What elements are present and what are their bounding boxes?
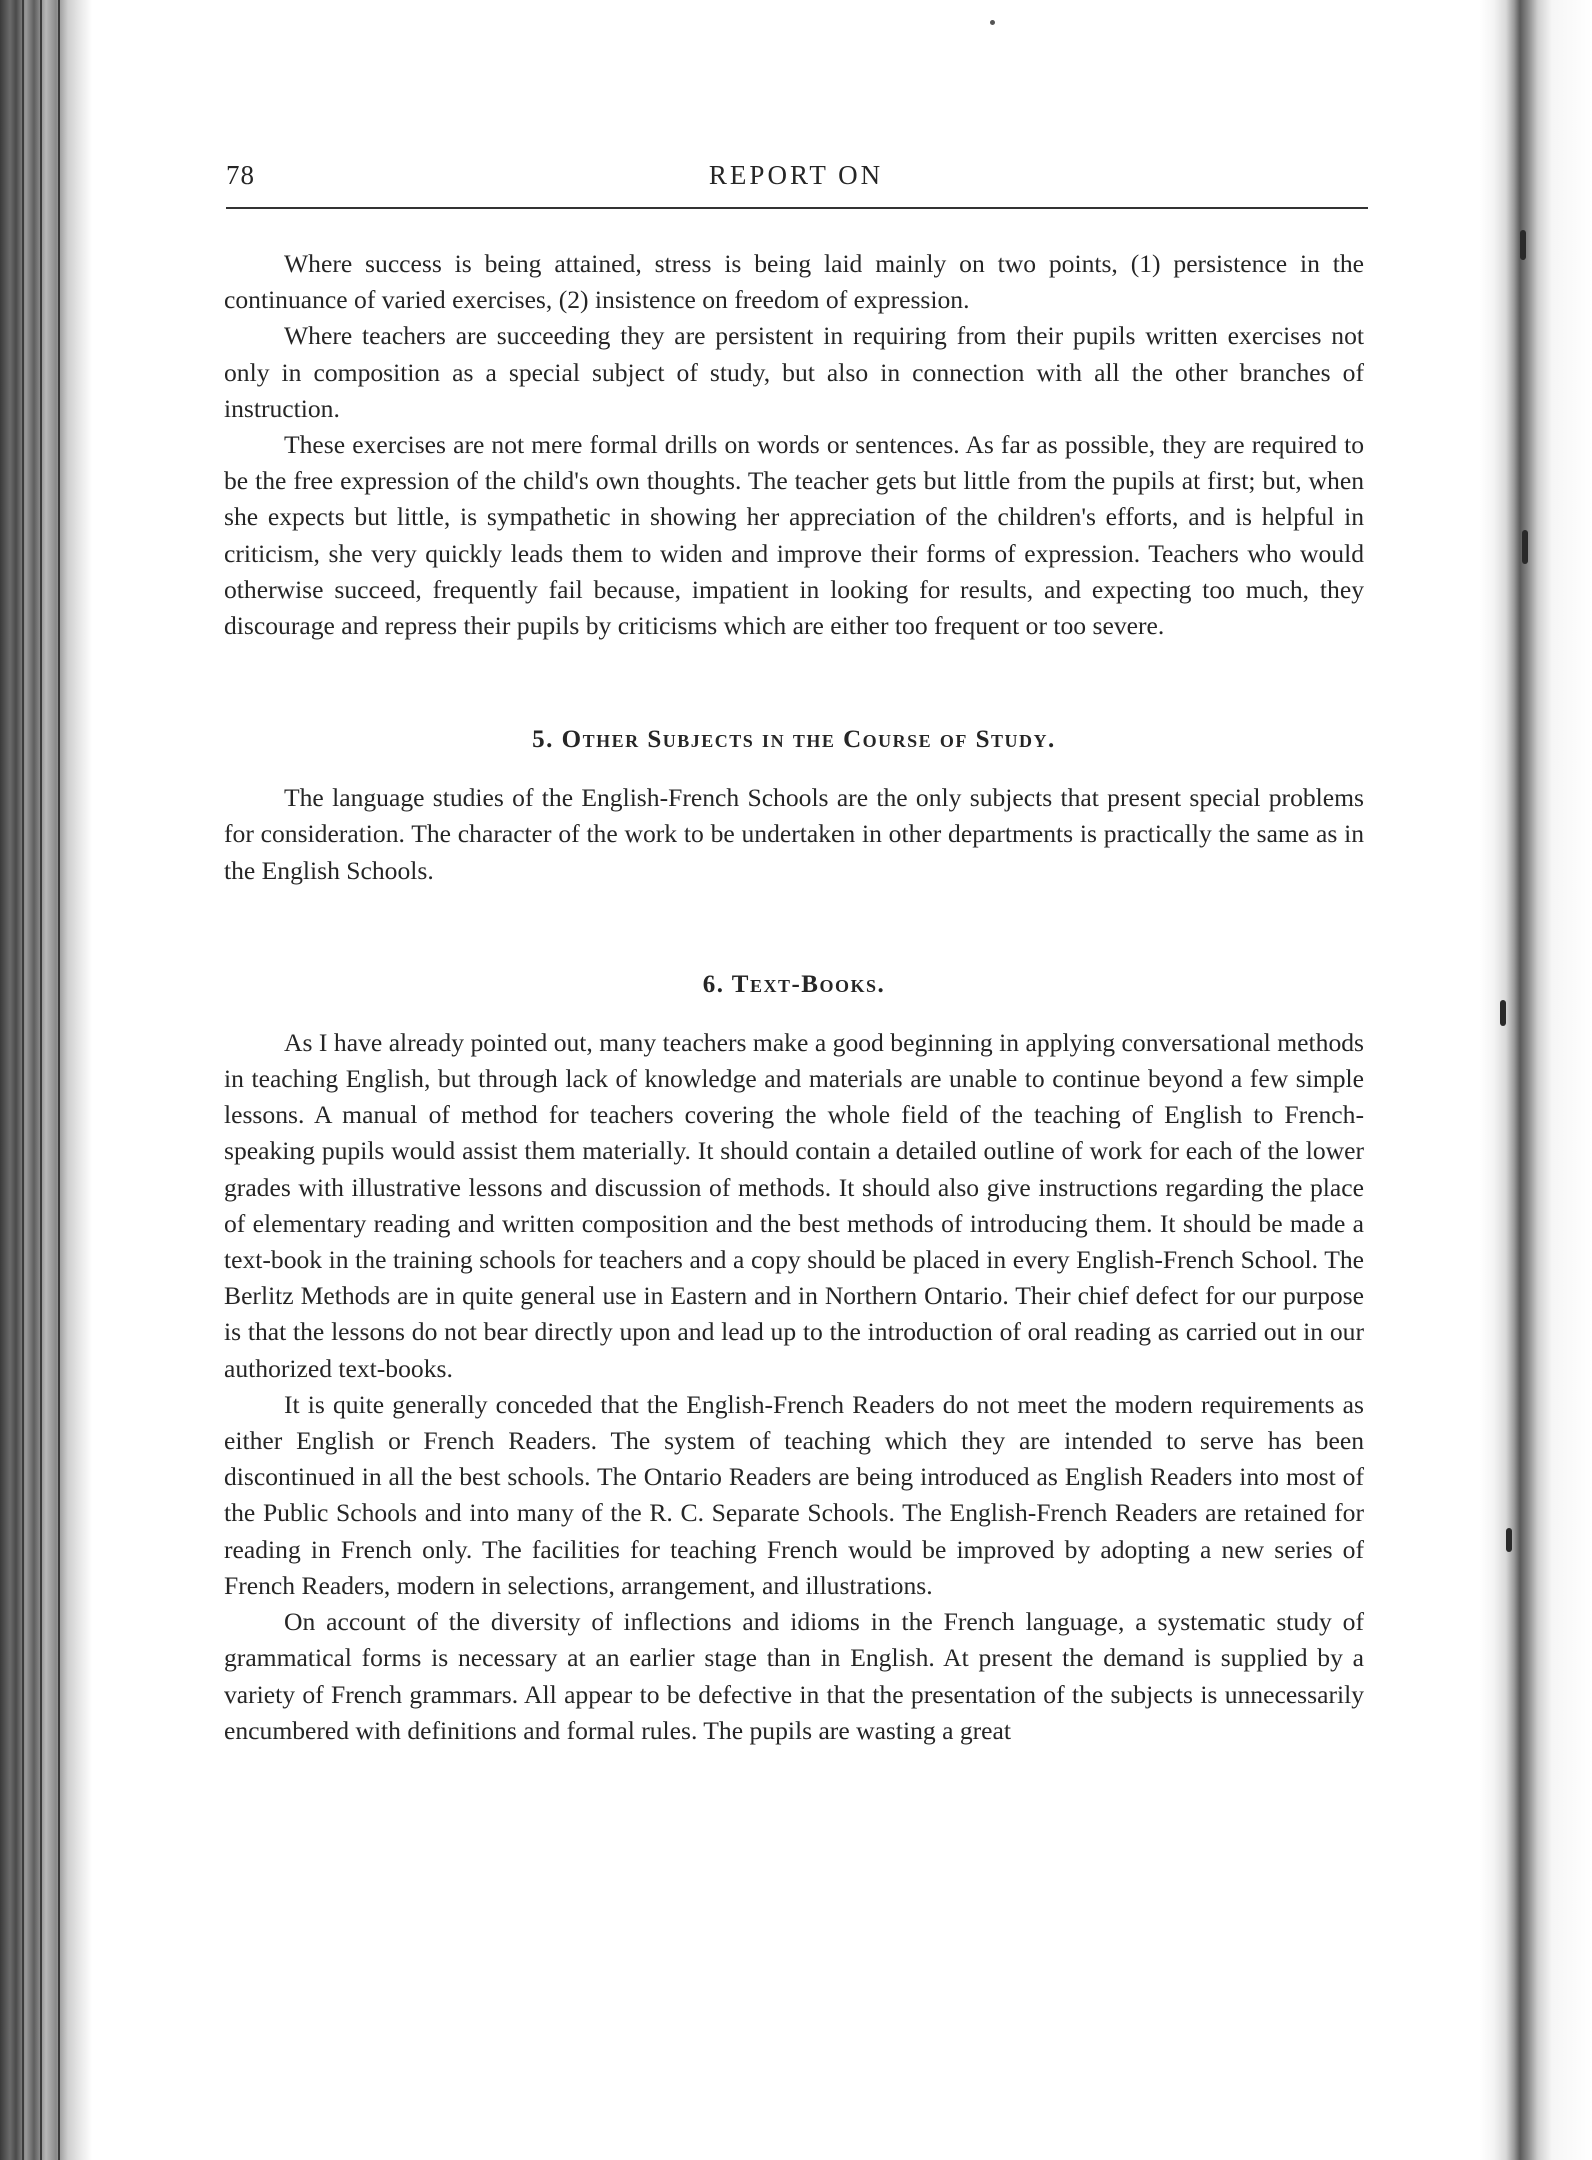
page-header: [226, 158, 1366, 202]
page-edge-mark: [1520, 230, 1526, 260]
page-number: 78: [226, 160, 255, 190]
binding-line: [58, 0, 60, 2160]
paragraph: Where teachers are succeeding they are persistent in requiring from their pupils written exercises not only in composition as a special subject of study, but also in connection with all the other branches of instruction.: [224, 321, 1364, 423]
page-edge-mark: [1506, 1528, 1512, 1552]
binding-line: [40, 0, 42, 2160]
page-edge-mark: [1500, 1000, 1506, 1026]
paragraph: It is quite generally conceded that the English-French Readers do not meet the modern requirements as either English or French Readers. The system of teaching which they are intended to serve has been discontinued in all the best schools. The Ontario Readers are being introduced as English Readers into most of the Public Schools and into many of the R. C. Separate Schools. The English-French Readers are retained for reading in French only. The facilities for teaching French would be improved by adopting a new series of French Readers, modern in selections, arrangement, and illustrations.: [224, 1389, 1364, 1600]
paragraph: The language studies of the English-French Schools are the only subjects that present special problems for consideration. The character of the work to be undertaken in other departments is practically the same as in the English Schools.: [224, 783, 1364, 885]
header-rule: [226, 207, 1368, 209]
page-edge-mark: [1522, 530, 1528, 564]
page-edge-shadow: [1480, 0, 1592, 2160]
paragraph: Where success is being attained, stress is being laid mainly on two points, (1) persistence in the continuance of varied exercises, (2) insistence on freedom of expression.: [224, 249, 1364, 315]
paragraph: As I have already pointed out, many teachers make a good beginning in applying conversational methods in teaching English, but through lack of knowledge and materials are unable to continue beyond a few simple lessons. A manual of method for teachers covering the whole field of the teaching of English to French-speaking pupils would assist them materially. It should contain a detailed outline of work for each of the lower grades with illustrative lessons and discussion of methods. It should also give instructions regarding the place of elementary reading and written composition and the best methods of introducing them. It should be made a text-book in the training schools for teachers and a copy should be placed in every English-French School. The Berlitz Methods are in quite general use in Eastern and in Northern Ontario. Their chief defect for our purpose is that the lessons do not bear directly upon and lead up to the introduction of oral reading as carried out in our authorized text-books.: [224, 1027, 1364, 1383]
section-heading: 5. Other Subjects in the Course of Study.: [532, 726, 1056, 754]
paragraph: On account of the diversity of inflections and idioms in the French language, a systematic study of grammatical forms is necessary at an earlier stage than in English. At present the demand is supplied by a variety of French grammars. All appear to be defective in that the presentation of the subjects is unnecessarily encumbered with definitions and formal rules. The pupils are wasting a great: [224, 1607, 1364, 1745]
paragraph: These exercises are not mere formal drills on words or sentences. As far as possible, they are required to be the free expression of the child's own thoughts. The teacher gets but little from the pupils at first; but, when she expects but little, is sympathetic in showing her appreciation of the children's efforts, and is helpful in criticism, she very quickly leads them to widen and improve their forms of expression. Teachers who would otherwise succeed, frequently fail because, impatient in looking for results, and expecting too much, they discourage and repress their pupils by criticisms which are either too frequent or too severe.: [224, 430, 1364, 641]
scan-speck: [990, 20, 995, 25]
section-heading: 6. Text-Books.: [702, 970, 886, 998]
page-body: [224, 246, 1364, 1749]
binding-line: [22, 0, 24, 2160]
book-binding-shadow: [0, 0, 92, 2160]
running-head: REPORT ON: [708, 160, 884, 190]
